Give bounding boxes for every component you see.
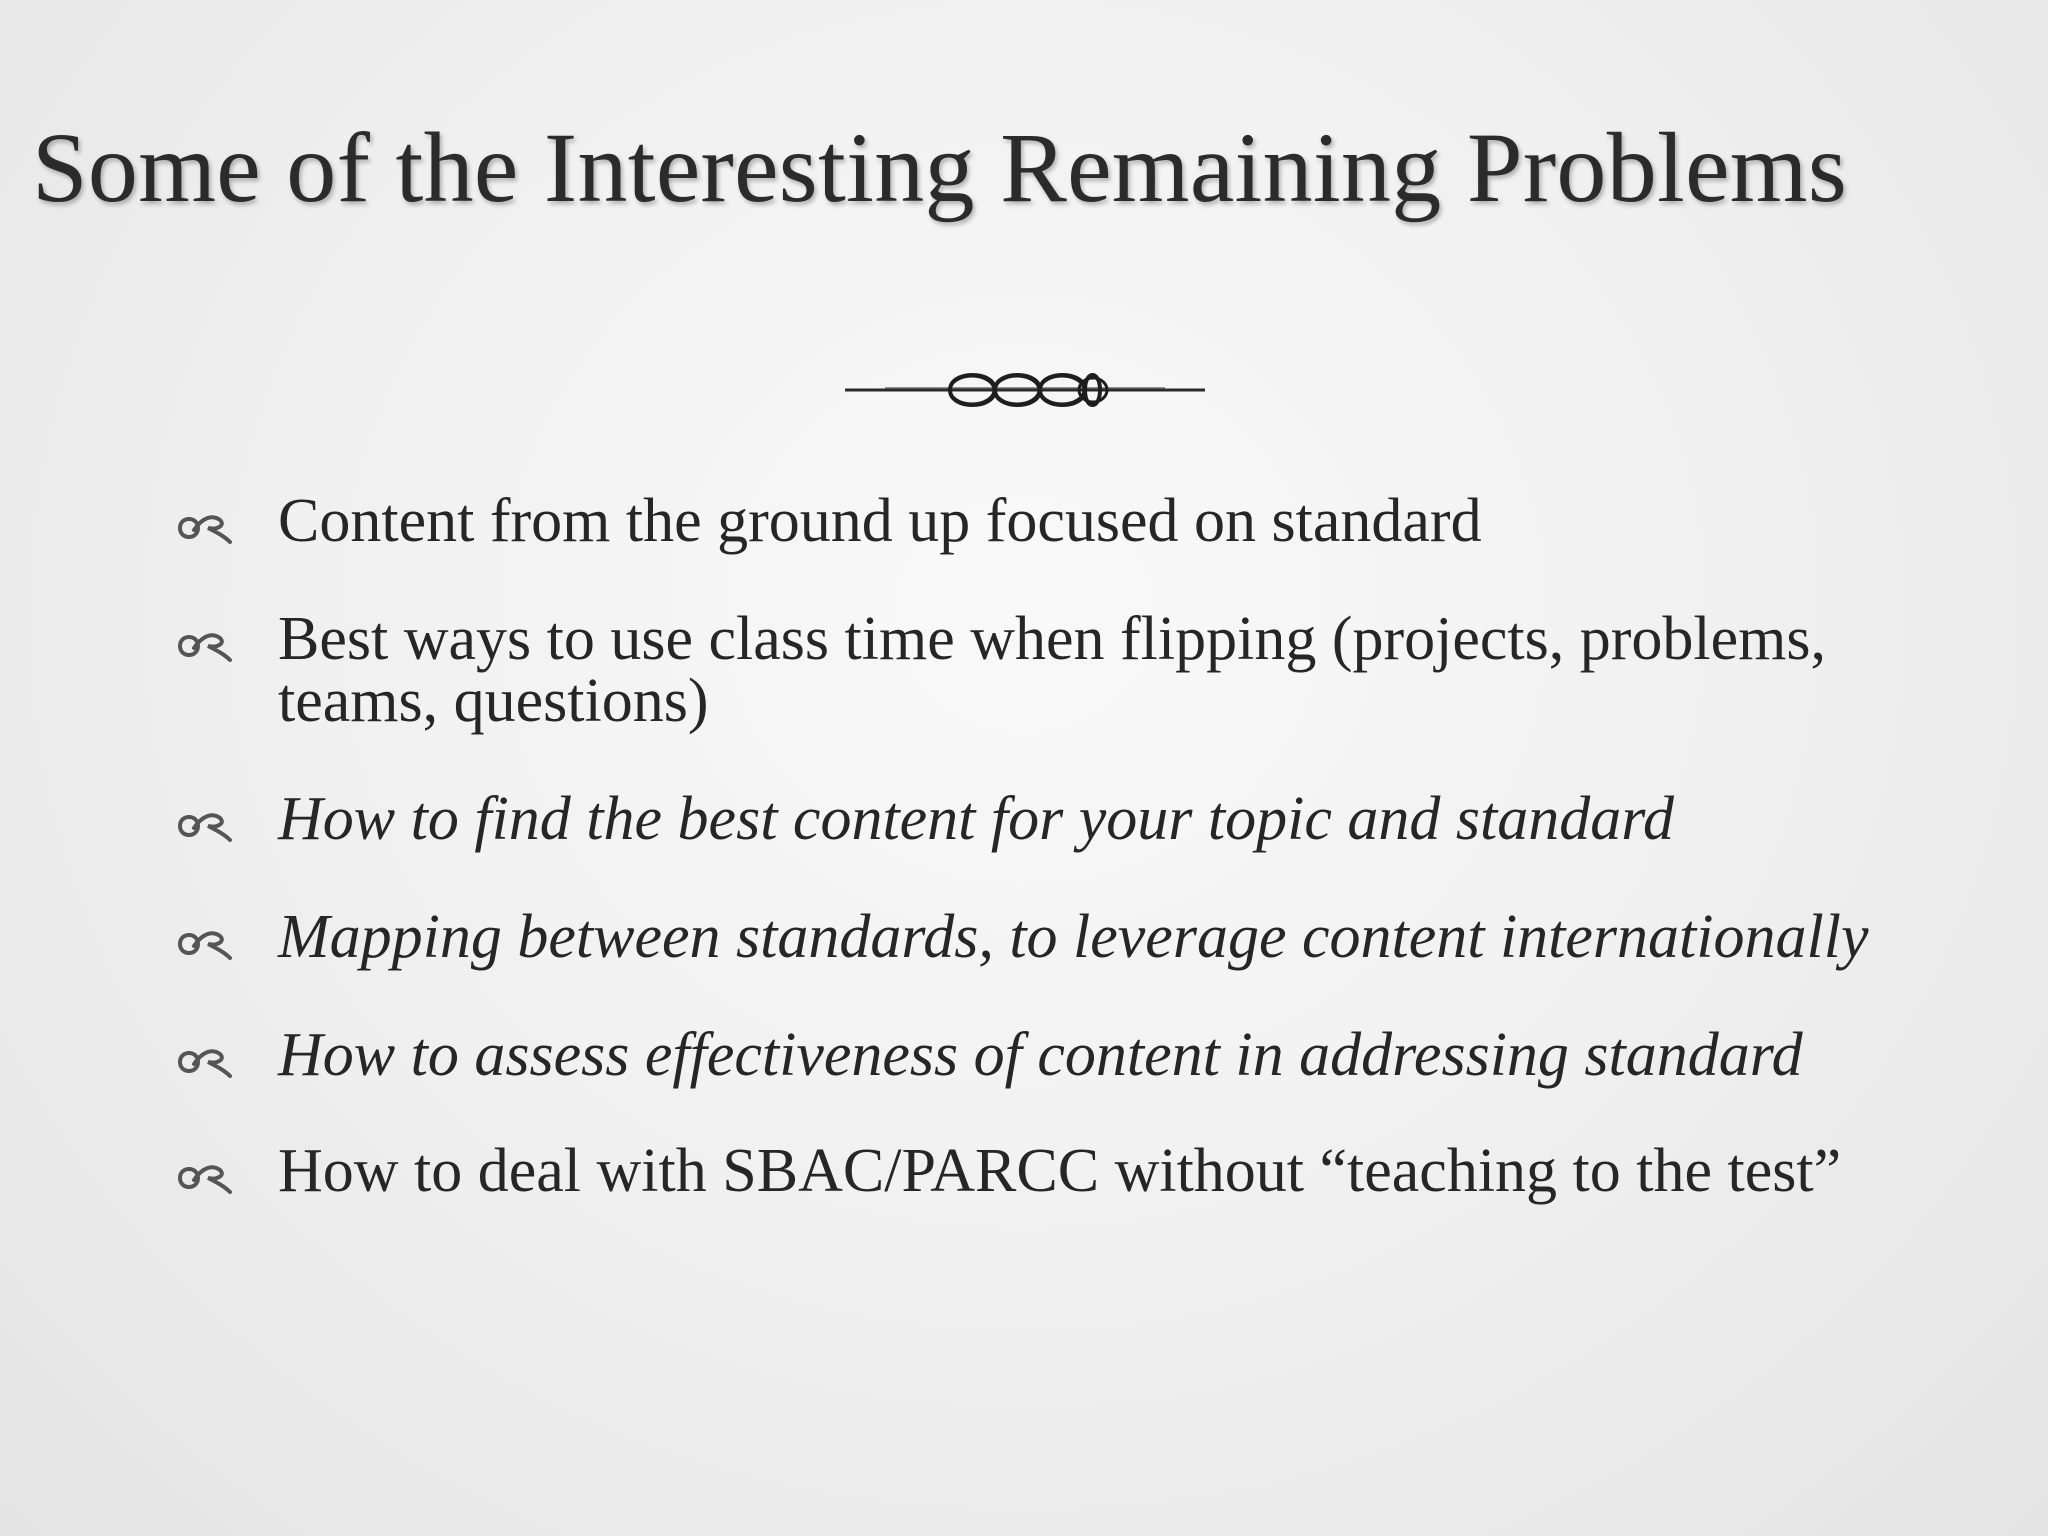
bullet-text: How to find the best content for your topic and standard: [278, 785, 1675, 853]
bullet-text: How to deal with SBAC/PARCC without “teaching to the test”: [278, 1137, 1842, 1205]
slide-title: Some of the Interesting Remaining Problems: [32, 112, 1848, 223]
bullet-text: Content from the ground up focused on standard: [278, 487, 1482, 555]
list-item: [170, 1137, 1930, 1205]
bullet-text: Mapping between standards, to leverage content internationally: [278, 903, 1869, 971]
fleuron-bullet-icon: [174, 626, 236, 662]
bullet-text: How to assess effectiveness of content in addressing standard: [278, 1021, 1803, 1089]
list-item: [170, 903, 1930, 971]
list-item: [170, 1021, 1930, 1089]
list-item: [170, 487, 1930, 555]
fleuron-bullet-icon: [174, 806, 236, 842]
fleuron-bullet-icon: [174, 924, 236, 960]
fleuron-bullet-icon: [174, 508, 236, 544]
list-item: [170, 605, 1930, 735]
bullet-list: [170, 487, 1930, 1205]
flourish-divider-icon: [845, 362, 1205, 418]
fleuron-bullet-icon: [174, 1158, 236, 1194]
fleuron-bullet-icon: [174, 1042, 236, 1078]
list-item: [170, 785, 1930, 853]
bullet-text: Best ways to use class time when flipping (projects, problems, teams, questions): [278, 605, 1827, 735]
